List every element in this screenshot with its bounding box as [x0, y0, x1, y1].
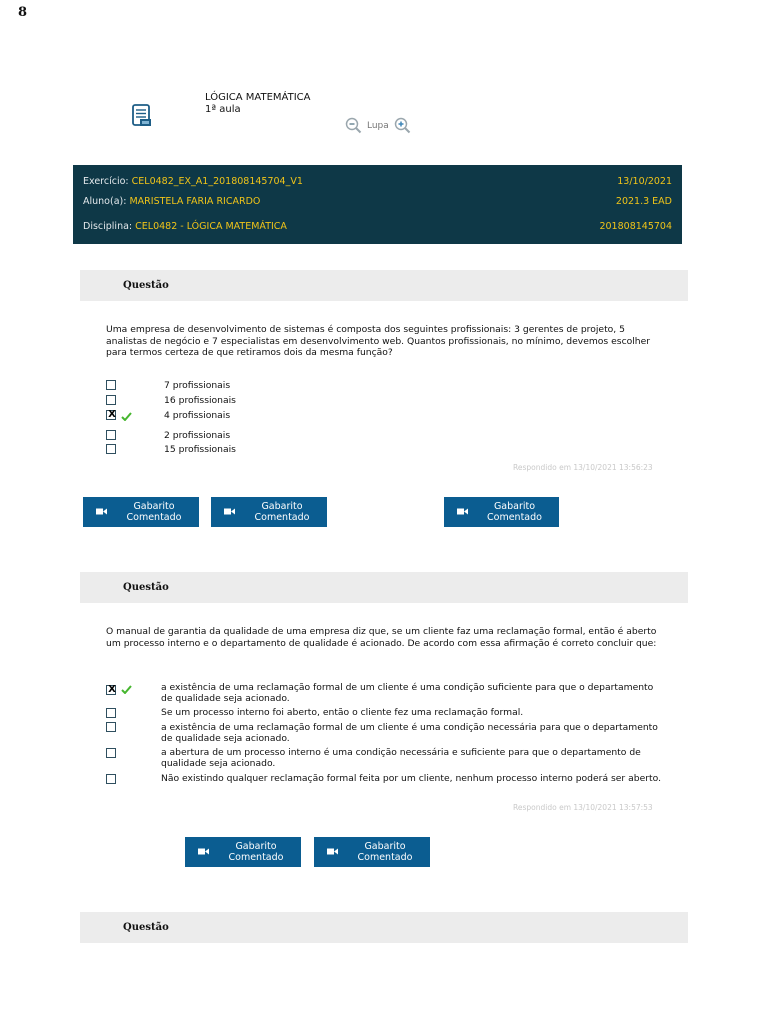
answer-checkbox[interactable]: [106, 430, 116, 440]
lesson-label: 1ª aula: [205, 104, 241, 115]
option-label: 15 profissionais: [164, 444, 236, 455]
student-name: MARISTELA FARIA RICARDO: [129, 196, 261, 207]
video-camera-icon: [327, 847, 338, 856]
course-header: [205, 92, 310, 116]
answer-option[interactable]: [106, 395, 236, 406]
answer-checkbox[interactable]: [106, 395, 116, 405]
term: 2021.3 EAD: [615, 196, 672, 207]
button-label: Gabarito Comentado: [487, 501, 542, 523]
registration-number: 201808145704: [599, 221, 672, 232]
gabarito-comentado-button[interactable]: [444, 497, 559, 527]
video-camera-icon: [457, 507, 468, 516]
answer-option[interactable]: [106, 773, 661, 784]
answer-option[interactable]: [106, 722, 661, 744]
checkmark-icon: [121, 412, 132, 421]
video-camera-icon: [198, 847, 209, 856]
question-title: Questão: [123, 582, 169, 593]
option-label: 4 profissionais: [164, 410, 231, 421]
option-label: 16 profissionais: [164, 395, 236, 406]
zoom-out-icon[interactable]: [345, 117, 362, 134]
question-header: [80, 270, 688, 301]
answer-checkbox[interactable]: [106, 722, 116, 732]
button-label: Gabarito Comentado: [228, 841, 284, 863]
answer-option[interactable]: [106, 707, 661, 718]
exercise-code: CEL0482_EX_A1_201808145704_V1: [131, 176, 303, 187]
answer-checkbox[interactable]: [106, 444, 116, 454]
question-header: [80, 572, 688, 603]
discipline-name: CEL0482 - LÓGICA MATEMÁTICA: [135, 221, 287, 232]
question-header: [80, 912, 688, 943]
answer-checkbox-checked[interactable]: [106, 685, 116, 695]
option-label: a abertura de um processo interno é uma condição necessária e suficiente para que o departamento de qualidade seja acionado.: [161, 747, 641, 769]
option-label: Se um processo interno foi aberto, então o cliente fez uma reclamação formal.: [161, 707, 524, 718]
question-text: Uma empresa de desenvolvimento de sistemas é composta dos seguintes profissionais: 3 gerentes de projeto, 5 analistas de negócio e 7 especialistas em desenvolvimento web. Quantos profissionais, no mínimo, devemos escolher para termos certeza de que retiramos dois da mesma função?: [106, 324, 651, 358]
gabarito-comentado-button[interactable]: [185, 837, 301, 867]
answer-checkbox-checked[interactable]: [106, 410, 116, 420]
student-label: Aluno(a):: [83, 196, 127, 207]
answer-option[interactable]: [106, 747, 661, 769]
button-label: Gabarito Comentado: [126, 501, 182, 523]
exercise-date: 13/10/2021: [617, 176, 672, 187]
option-label: 2 profissionais: [164, 430, 231, 441]
exercise-label: Exercício:: [83, 176, 129, 187]
answer-option[interactable]: [106, 380, 230, 391]
video-camera-icon: [96, 507, 107, 516]
zoom-in-icon[interactable]: [394, 117, 411, 134]
checkmark-icon: [121, 685, 132, 694]
student-row: [83, 196, 672, 210]
option-label: 7 profissionais: [164, 380, 231, 391]
answered-timestamp: Respondido em 13/10/2021 13:57:53: [513, 803, 653, 812]
answer-checkbox[interactable]: [106, 774, 116, 784]
exercise-row: [83, 176, 672, 190]
gabarito-comentado-button[interactable]: [211, 497, 327, 527]
answered-timestamp: Respondido em 13/10/2021 13:56:23: [513, 463, 653, 472]
page-number: 8: [18, 5, 28, 20]
option-label: Não existindo qualquer reclamação formal feita por um cliente, nenhum processo interno poderá ser aberto.: [161, 773, 662, 784]
answer-option[interactable]: [106, 430, 230, 441]
question-title: Questão: [123, 280, 169, 291]
document-icon: [131, 104, 153, 128]
discipline-label: Disciplina:: [83, 221, 133, 232]
exercise-info-panel: [73, 165, 682, 244]
answer-option[interactable]: [106, 444, 236, 455]
gabarito-comentado-button[interactable]: [83, 497, 199, 527]
answer-option[interactable]: [106, 682, 661, 704]
discipline-row: [83, 221, 672, 235]
option-label: a existência de uma reclamação formal de um cliente é uma condição suficiente para que o departamento de qualidade seja acionado.: [161, 682, 654, 704]
answer-checkbox[interactable]: [106, 748, 116, 758]
zoom-controls: [345, 117, 411, 134]
button-label: Gabarito Comentado: [357, 841, 413, 863]
answer-checkbox[interactable]: [106, 708, 116, 718]
question-text: O manual de garantia da qualidade de uma empresa diz que, se um cliente faz uma reclamação formal, então é aberto um processo interno e o departamento de qualidade é acionado. De acordo com essa afirmação é correto concluir que:: [106, 626, 657, 649]
course-title: LÓGICA MATEMÁTICA: [205, 92, 311, 103]
zoom-label: Lupa: [367, 120, 389, 131]
option-label: a existência de uma reclamação formal de um cliente é uma condição necessária para que o departamento de qualidade seja acionado.: [161, 722, 658, 744]
answer-checkbox[interactable]: [106, 380, 116, 390]
gabarito-comentado-button[interactable]: [314, 837, 430, 867]
video-camera-icon: [224, 507, 235, 516]
button-label: Gabarito Comentado: [254, 501, 310, 523]
question-title: Questão: [123, 922, 169, 933]
